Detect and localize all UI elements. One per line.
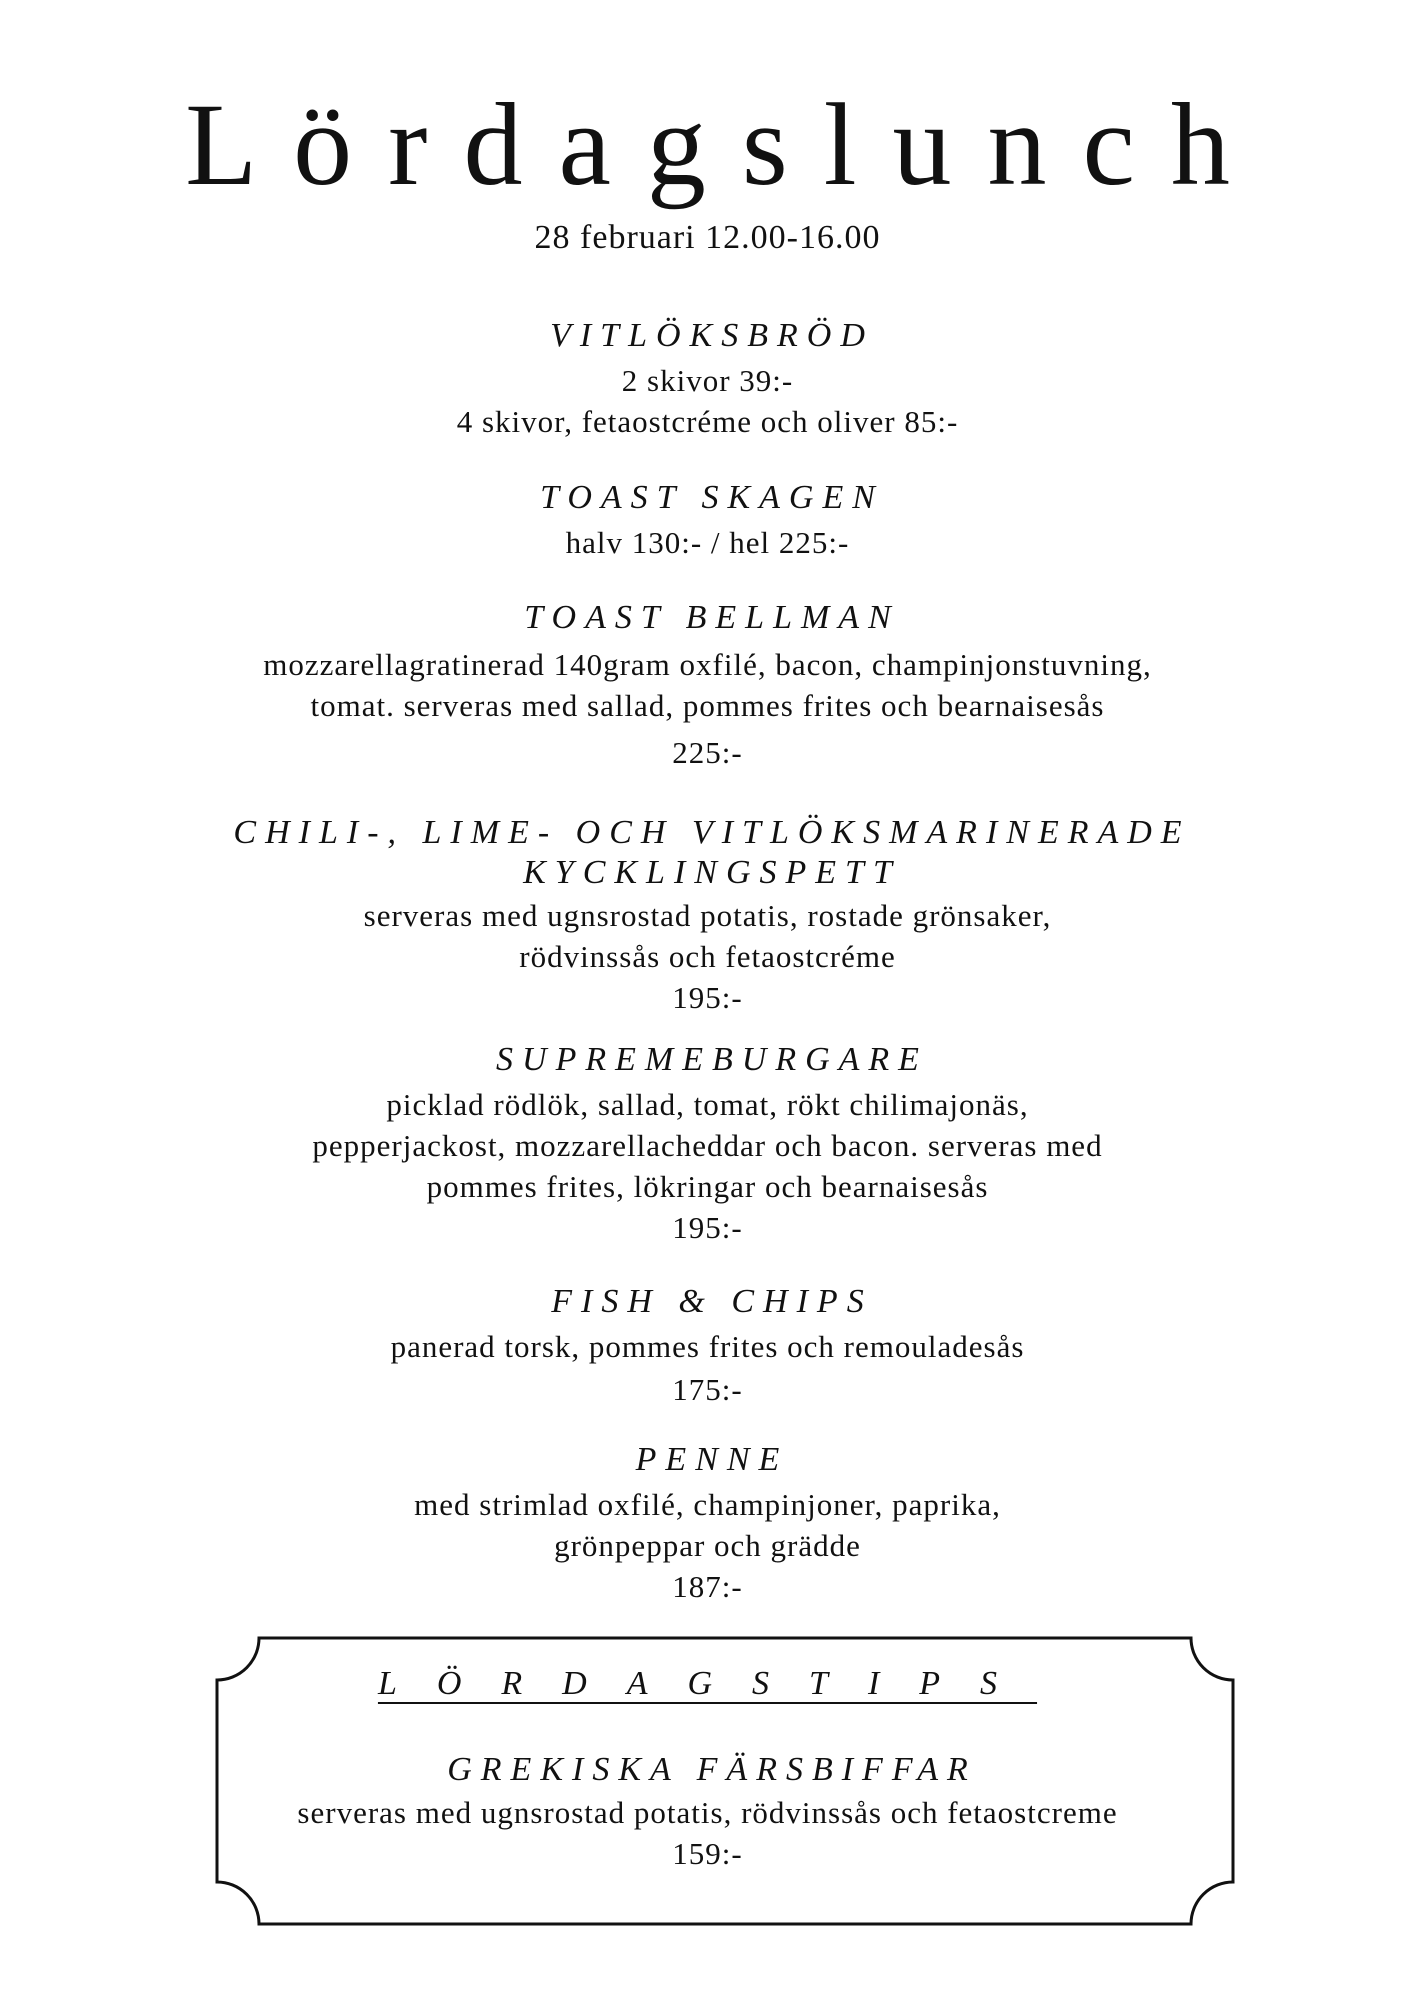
dish-penne: [0, 1440, 1415, 1607]
dish-line: pommes frites, lökringar och bearnaisesås: [426, 1169, 989, 1204]
dish-line: pepperjackost, mozzarellacheddar och bacon. serveras med: [312, 1128, 1103, 1163]
dish-kycklingspett: [0, 813, 1415, 1018]
dish-name: GREKISKA FÄRSBIFFAR: [447, 1751, 977, 1788]
dish-line: halv 130:- / hel 225:-: [565, 525, 850, 560]
dish-price: 195:-: [672, 980, 743, 1015]
dish-line: picklad rödlök, sallad, tomat, rökt chilimajonäs,: [386, 1087, 1029, 1122]
dish-price: 187:-: [672, 1569, 743, 1604]
dish-toast-bellman: [0, 598, 1415, 773]
dish-name: VITLÖKSBRÖD: [550, 317, 874, 354]
dish-line: tomat. serveras med sallad, pommes frites och bearnaisesås: [310, 688, 1105, 723]
dish-line: serveras med ugnsrostad potatis, rostade grönsaker,: [363, 898, 1052, 933]
menu-date: 28 februari 12.00-16.00: [534, 219, 881, 256]
dish-line: 4 skivor, fetaostcréme och oliver 85:-: [456, 404, 959, 439]
dish-line: rödvinssås och fetaostcréme: [519, 939, 896, 974]
dish-name: TOAST BELLMAN: [524, 599, 900, 636]
dish-toast-skagen: [0, 478, 1415, 563]
dish-line: panerad torsk, pommes frites och remouladesås: [390, 1329, 1025, 1364]
dish-vitloksbrod: [0, 316, 1415, 442]
dish-name: FISH & CHIPS: [551, 1283, 873, 1320]
tips-heading-text: LÖRDAGSTIPS: [377, 1665, 1038, 1702]
dish-price: 159:-: [672, 1836, 743, 1871]
dish-line: mozzarellagratinerad 140gram oxfilé, bacon, champinjonstuvning,: [263, 647, 1152, 682]
dish-name: KYCKLINGSPETT: [523, 854, 901, 891]
dish-name: CHILI-, LIME- OCH VITLÖKSMARINERADE: [233, 814, 1191, 851]
dish-line: grönpeppar och grädde: [554, 1528, 861, 1563]
dish-line: 2 skivor 39:-: [621, 363, 794, 398]
dish-name: TOAST SKAGEN: [540, 479, 884, 516]
tips-dish: [0, 1750, 1415, 1874]
dish-line: med strimlad oxfilé, champinjoner, paprika,: [414, 1487, 1001, 1522]
dish-name: PENNE: [635, 1441, 789, 1478]
dish-price: 225:-: [672, 735, 743, 770]
dish-line: serveras med ugnsrostad potatis, rödvinssås och fetaostcreme: [297, 1795, 1118, 1830]
tips-heading: [0, 1662, 1415, 1706]
dish-name: SUPREMEBURGARE: [496, 1041, 928, 1078]
dish-price: 175:-: [672, 1372, 743, 1407]
dish-fish-and-chips: [0, 1282, 1415, 1410]
dish-supremeburgare: [0, 1040, 1415, 1248]
menu-title: Lördagslunch: [185, 79, 1266, 210]
dish-price: 195:-: [672, 1210, 743, 1245]
